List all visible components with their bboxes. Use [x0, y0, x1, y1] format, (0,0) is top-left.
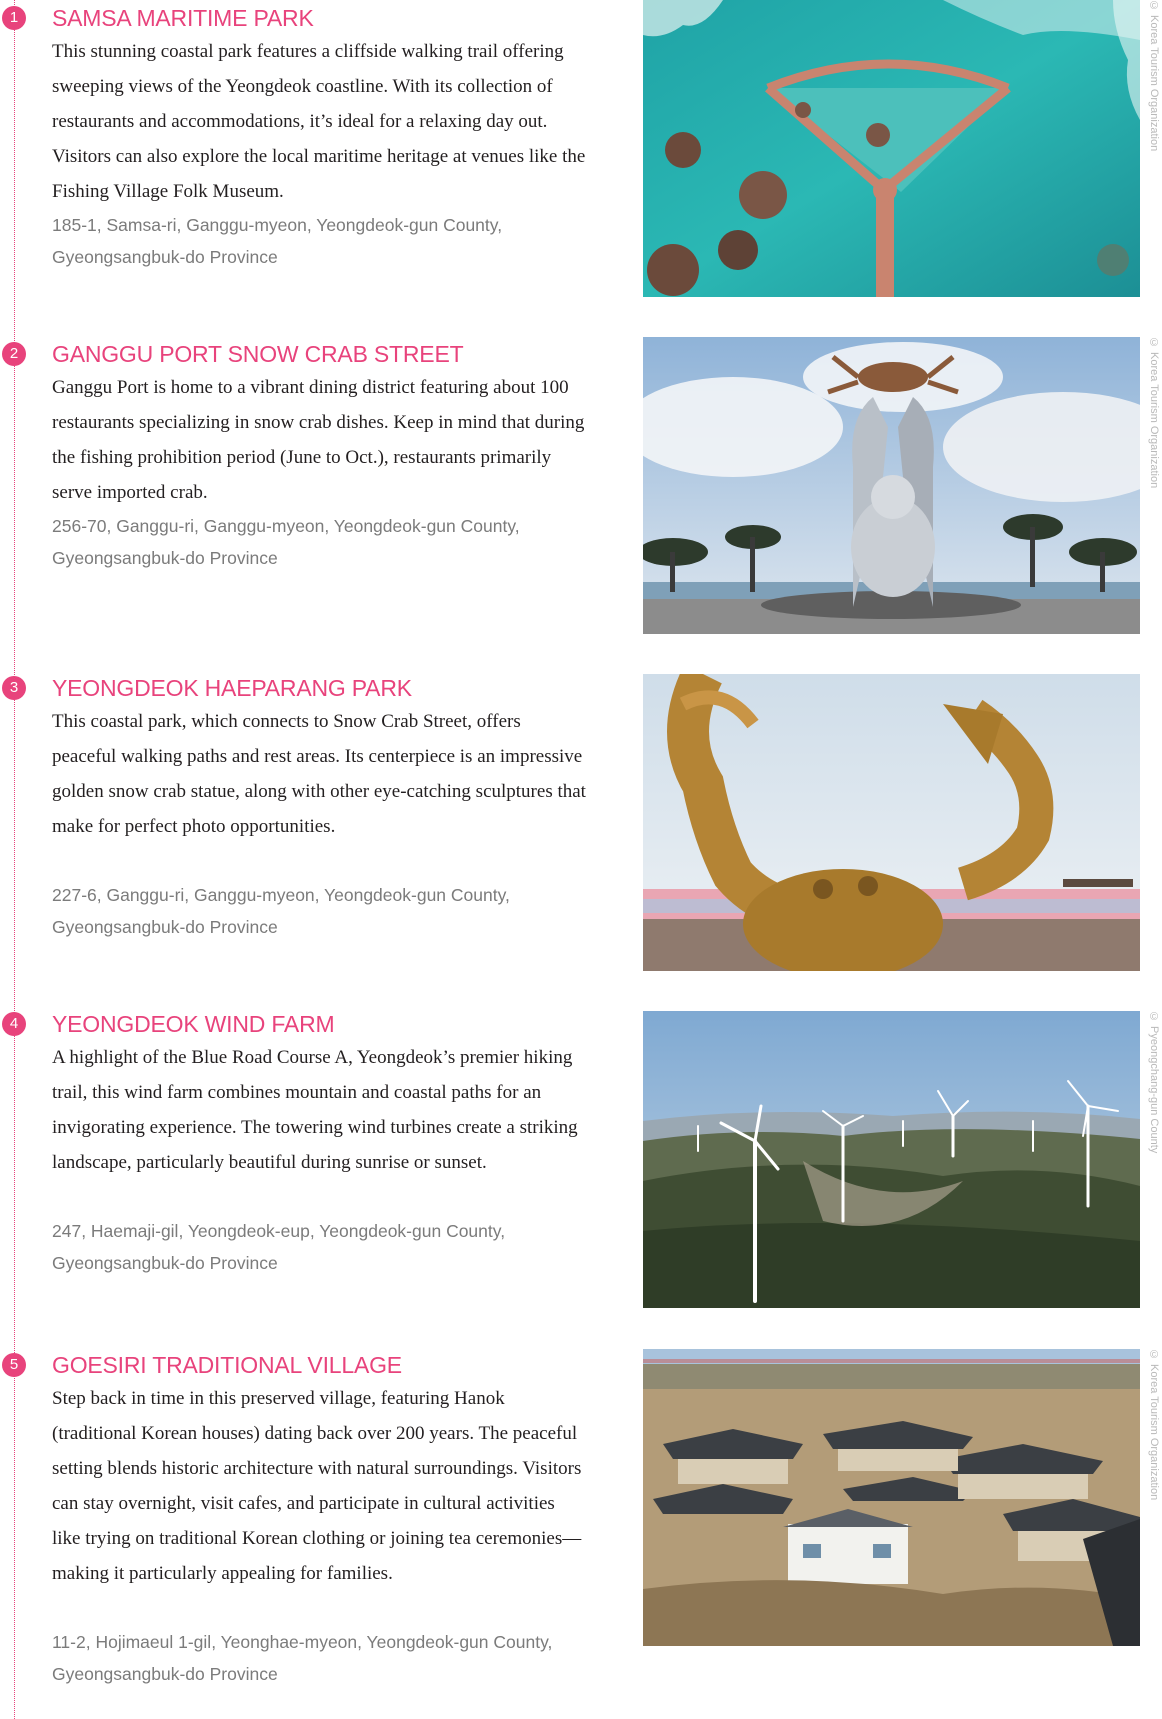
attraction-description: This coastal park, which connects to Snow Crab Street, offers peaceful walking paths and rest areas. Its centerpiece is an impressive golden snow crab statue, along with other eye-catching sculptures that make for perfect photo opportunities.	[52, 711, 586, 837]
attraction-address: 256-70, Ganggu-ri, Ganggu-myeon, Yeongdeok-gun County, Gyeongsangbuk-do Province	[52, 516, 520, 568]
attraction-title: GOESIRI TRADITIONAL VILLAGE	[52, 1352, 402, 1378]
number-badge: 4	[2, 1012, 26, 1036]
attraction-description: Ganggu Port is home to a vibrant dining district featuring about 100 restaurants specializing in snow crab dishes. Keep in mind that during the fishing prohibition period (June to Oct.), restaurants primarily serve imported crab.	[52, 377, 585, 503]
attraction-address: 11-2, Hojimaeul 1-gil, Yeonghae-myeon, Yeongdeok-gun County, Gyeongsangbuk-do Province	[52, 1632, 553, 1684]
timeline-dotted-line	[14, 0, 15, 1719]
attraction-title: YEONGDEOK HAEPARANG PARK	[52, 675, 412, 701]
photo-credit: © Korea Tourism Organization	[1148, 337, 1160, 489]
attraction-title: SAMSA MARITIME PARK	[52, 5, 314, 31]
attraction-title: YEONGDEOK WIND FARM	[52, 1011, 335, 1037]
photo-credit: © Pyeongchang-gun County	[1148, 1011, 1160, 1154]
attraction-title: GANGGU PORT SNOW CRAB STREET	[52, 341, 464, 367]
photo-samsa-maritime-park	[643, 0, 1140, 297]
photo-snow-crab-street	[643, 337, 1140, 634]
number-badge: 2	[2, 342, 26, 366]
photo-credit: © Korea Tourism Organization	[1148, 1349, 1160, 1501]
photo-traditional-village	[643, 1349, 1140, 1646]
number-badge: 1	[2, 6, 26, 30]
attraction-description: This stunning coastal park features a cliffside walking trail offering sweeping views of the Yeongdeok coastline. With its collection of restaurants and accommodations, it’s ideal for a relaxing day out. Visitors can also explore the local maritime heritage at venues like the Fishing Village Folk Museum.	[52, 41, 586, 202]
attraction-description: Step back in time in this preserved village, featuring Hanok (traditional Korean houses) dating back over 200 years. The peaceful setting blends historic architecture with natural surroundings. Visitors can stay overnight, visit cafes, and participate in cultural activities like trying on traditional Korean clothing or joining tea ceremonies—making it particularly appealing for families.	[52, 1388, 582, 1584]
attraction-address: 247, Haemaji-gil, Yeongdeok-eup, Yeongdeok-gun County, Gyeongsangbuk-do Province	[52, 1221, 506, 1273]
attraction-address: 185-1, Samsa-ri, Ganggu-myeon, Yeongdeok-gun County, Gyeongsangbuk-do Province	[52, 215, 503, 267]
photo-golden-crab-statue	[643, 674, 1140, 971]
attraction-address: 227-6, Ganggu-ri, Ganggu-myeon, Yeongdeok-gun County, Gyeongsangbuk-do Province	[52, 885, 510, 937]
number-badge: 3	[2, 676, 26, 700]
photo-wind-farm	[643, 1011, 1140, 1308]
photo-credit: © Korea Tourism Organization	[1148, 0, 1160, 152]
number-badge: 5	[2, 1353, 26, 1377]
attraction-description: A highlight of the Blue Road Course A, Yeongdeok’s premier hiking trail, this wind farm combines mountain and coastal paths for an invigorating experience. The towering wind turbines create a striking landscape, particularly beautiful during sunrise or sunset.	[52, 1047, 578, 1173]
